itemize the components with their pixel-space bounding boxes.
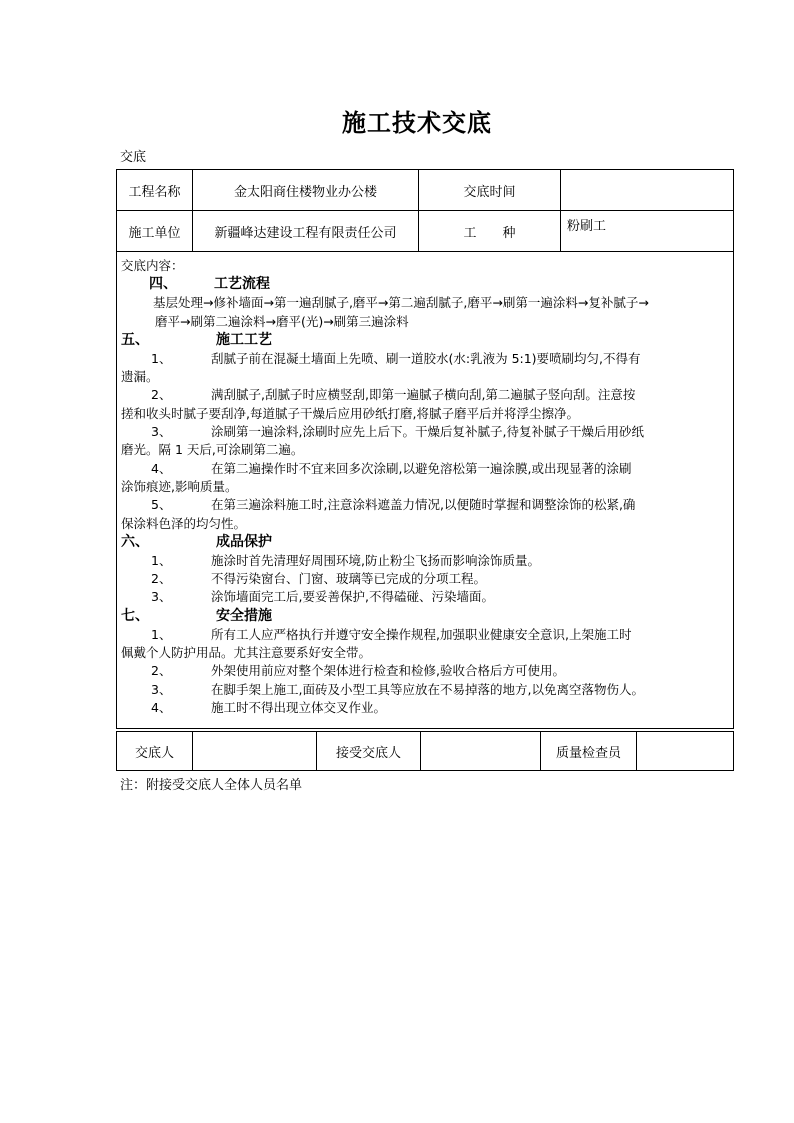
inspector-field[interactable] [637,732,734,771]
list-item-continuation: 保涂料色泽的均匀性。 [121,515,247,531]
pre-label: 交底 [120,150,147,165]
construction-unit-value: 新疆峰达建设工程有限责任公司 [193,211,419,252]
trade-value: 粉刷工 [561,211,734,252]
section-number: 四、 [149,276,177,293]
section-protect-heading [121,533,725,552]
construction-unit-label: 施工单位 [117,211,193,252]
section-safety-heading [121,607,725,626]
section-number: 六、 [121,533,149,550]
list-item: 4、 在第二遍操作时不宜来回多次涂刷,以避免溶松第一遍涂膜,或出现显著的涂刷 [151,460,632,476]
trade-label: 工 种 [419,211,561,252]
signature-row [117,732,734,771]
process-flow-line-2: 磨平→刷第二遍涂料→磨平(光)→刷第三遍涂料 [155,313,409,329]
receiver-label: 接受交底人 [317,732,421,771]
list-item: 2、 不得污染窗台、门窗、玻璃等已完成的分项工程。 [151,571,487,587]
document-title: 施工技术交底 [342,108,492,137]
section-number: 七、 [121,607,149,624]
list-item-continuation: 佩戴个人防护用品。尤其注意要系好安全带。 [121,645,372,661]
inspector-label: 质量检查员 [541,732,637,771]
discloser-field[interactable] [193,732,317,771]
process-flow-line-1: 基层处理→修补墙面→第一遍刮腻子,磨平→第二遍刮腻子,磨平→刷第一遍涂料→复补腻子→ [153,295,649,311]
project-name-label: 工程名称 [117,170,193,211]
list-item: 3、 涂刷第一遍涂料,涂刷时应先上后下。干燥后复补腻子,待复补腻子干燥后用砂纸 [151,424,644,440]
section-title: 工艺流程 [214,276,270,293]
receiver-field[interactable] [421,732,541,771]
footnote: 注：附接受交底人全体人员名单 [120,778,303,793]
list-item: 1、 刮腻子前在混凝土墙面上先喷、刷一道胶水(水:乳液为 5:1)要喷刷均匀,不得有 [151,350,641,366]
project-name-value: 金太阳商住楼物业办公楼 [193,170,419,211]
list-item: 3、 涂饰墙面完工后,要妥善保护,不得磕碰、污染墙面。 [151,589,494,605]
header-row-project [117,170,734,211]
section-process-heading [121,275,725,294]
list-item: 2、 外架使用前应对整个架体进行检查和检修,验收合格后方可使用。 [151,663,565,679]
list-item-continuation: 搓和收头时腻子要刮净,每道腻子干燥后应用砂纸打磨,将腻子磨平后并将浮尘擦净。 [121,405,579,421]
signature-table [116,731,734,771]
header-row-unit [117,211,734,252]
list-item: 4、 施工时不得出现立体交叉作业。 [151,699,387,715]
list-item-continuation: 磨光。隔 1 天后,可涂刷第二遍。 [121,442,304,458]
list-item: 2、 满刮腻子,刮腻子时应横竖刮,即第一遍腻子横向刮,第二遍腻子竖向刮。注意按 [151,387,636,403]
section-title: 安全措施 [216,607,272,624]
section-number: 五、 [121,331,149,348]
section-craft-heading [121,331,725,350]
list-item-continuation: 涂饰痕迹,影响质量。 [121,478,238,494]
section-title: 成品保护 [216,533,272,550]
disclosure-table [116,169,734,729]
content-label: 交底内容： [121,258,184,273]
list-item: 1、 施涂时首先清理好周围环境,防止粉尘飞扬而影响涂饰质量。 [151,552,540,568]
list-item-continuation: 遗漏。 [121,369,159,385]
discloser-label: 交底人 [117,732,193,771]
disclosure-content-cell [117,252,734,729]
list-item: 3、 在脚手架上施工,面砖及小型工具等应放在不易掉落的地方,以免离空落物伤人。 [151,681,644,697]
list-item: 5、 在第三遍涂料施工时,注意涂料遮盖力情况,以便随时掌握和调整涂饰的松紧,确 [151,497,636,513]
section-title: 施工工艺 [216,331,272,348]
list-item: 1、 所有工人应严格执行并遵守安全操作规程,加强职业健康安全意识,上架施工时 [151,626,632,642]
disclosure-time-value [561,170,734,211]
disclosure-time-label: 交底时间 [419,170,561,211]
